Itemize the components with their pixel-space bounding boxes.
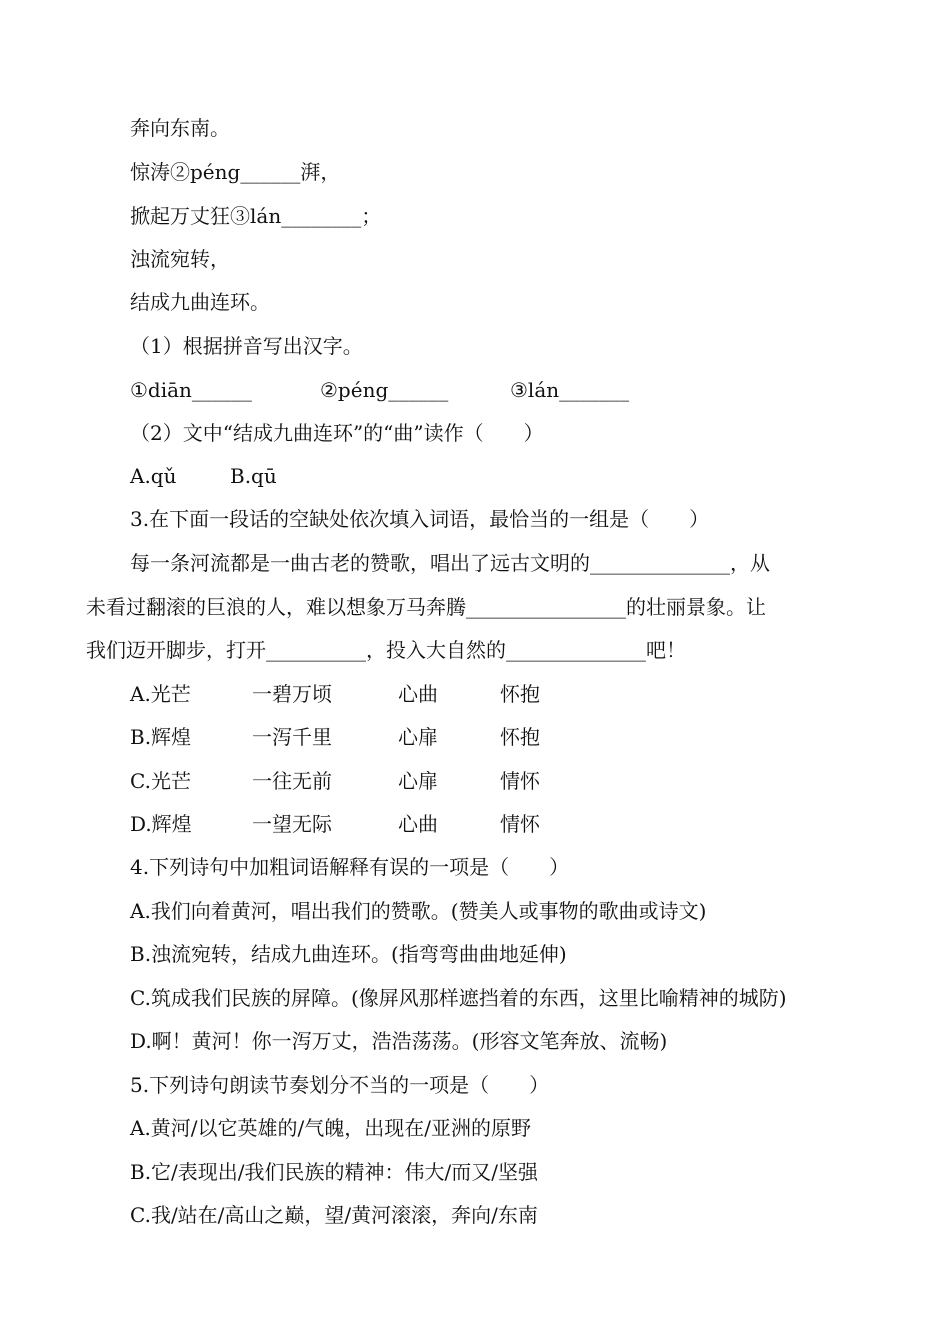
option-word: 情怀 (500, 812, 540, 836)
question-5-stem: 5.下列诗句朗读节奏划分不当的一项是（ ） (130, 1073, 550, 1097)
option-word: 情怀 (500, 769, 540, 793)
option-word: 一碧万顷 (252, 682, 332, 706)
option-label: D.辉煌 (130, 812, 192, 836)
question-2-sub-2: （2）文中“结成九曲连环”的“曲”读作（ ） (130, 421, 544, 445)
pinyin-blank-3: ③lán_______ (510, 378, 630, 402)
option-word: 一泻千里 (252, 725, 332, 749)
option-a: A.qǔ (130, 464, 177, 488)
option-b: B.qū (230, 464, 277, 488)
question-3-stem: 3.在下面一段话的空缺处依次填入词语，最恰当的一组是（ ） (130, 507, 710, 531)
question-3-passage-line-3: 我们迈开脚步，打开__________，投入大自然的______________吧！ (86, 638, 686, 662)
option-label: C.光芒 (130, 769, 191, 793)
option-word: 心曲 (398, 812, 438, 836)
poem-line: 结成九曲连环。 (130, 290, 270, 314)
poem-line: 奔向东南。 (130, 116, 230, 140)
option-word: 怀抱 (500, 725, 540, 749)
option-word: 心扉 (398, 725, 438, 749)
option-word: 心扉 (398, 769, 438, 793)
question-5-option-c: C.我/站在/高山之巅，望/黄河滚滚，奔向/东南 (130, 1203, 538, 1227)
option-word: 一望无际 (252, 812, 332, 836)
question-5-option-a: A.黄河/以它英雄的/气魄，出现在/亚洲的原野 (130, 1116, 532, 1140)
question-2-sub-1: （1）根据拼音写出汉字。 (130, 334, 363, 358)
option-word: 怀抱 (500, 682, 540, 706)
question-4-option-c: C.筑成我们民族的屏障。(像屏风那样遮挡着的东西，这里比喻精神的城防) (130, 986, 787, 1010)
question-4-option-d: D.啊！黄河！你一泻万丈，浩浩荡荡。(形容文笔奔放、流畅) (130, 1029, 668, 1053)
pinyin-blank-2: ②péng______ (320, 378, 449, 402)
question-5-option-b: B.它/表现出/我们民族的精神：伟大/而又/坚强 (130, 1160, 539, 1184)
poem-line: 掀起万丈狂③lán________； (130, 204, 382, 228)
pinyin-blank-1: ①diān______ (130, 378, 252, 402)
option-label: A.光芒 (130, 682, 191, 706)
question-4-stem: 4.下列诗句中加粗词语解释有误的一项是（ ） (130, 855, 570, 879)
poem-line: 浊流宛转， (130, 247, 230, 271)
option-word: 一往无前 (252, 769, 332, 793)
question-3-passage-line-2: 未看过翻滚的巨浪的人，难以想象万马奔腾________________的壮丽景象。让 (86, 595, 766, 619)
option-word: 心曲 (398, 682, 438, 706)
question-3-passage-line-1: 每一条河流都是一曲古老的赞歌，唱出了远古文明的______________，从 (130, 551, 770, 575)
poem-line: 惊涛②péng______湃， (130, 160, 341, 184)
question-4-option-b: B.浊流宛转，结成九曲连环。(指弯弯曲曲地延伸) (130, 942, 567, 966)
question-4-option-a: A.我们向着黄河，唱出我们的赞歌。(赞美人或事物的歌曲或诗文) (130, 899, 707, 923)
option-label: B.辉煌 (130, 725, 192, 749)
